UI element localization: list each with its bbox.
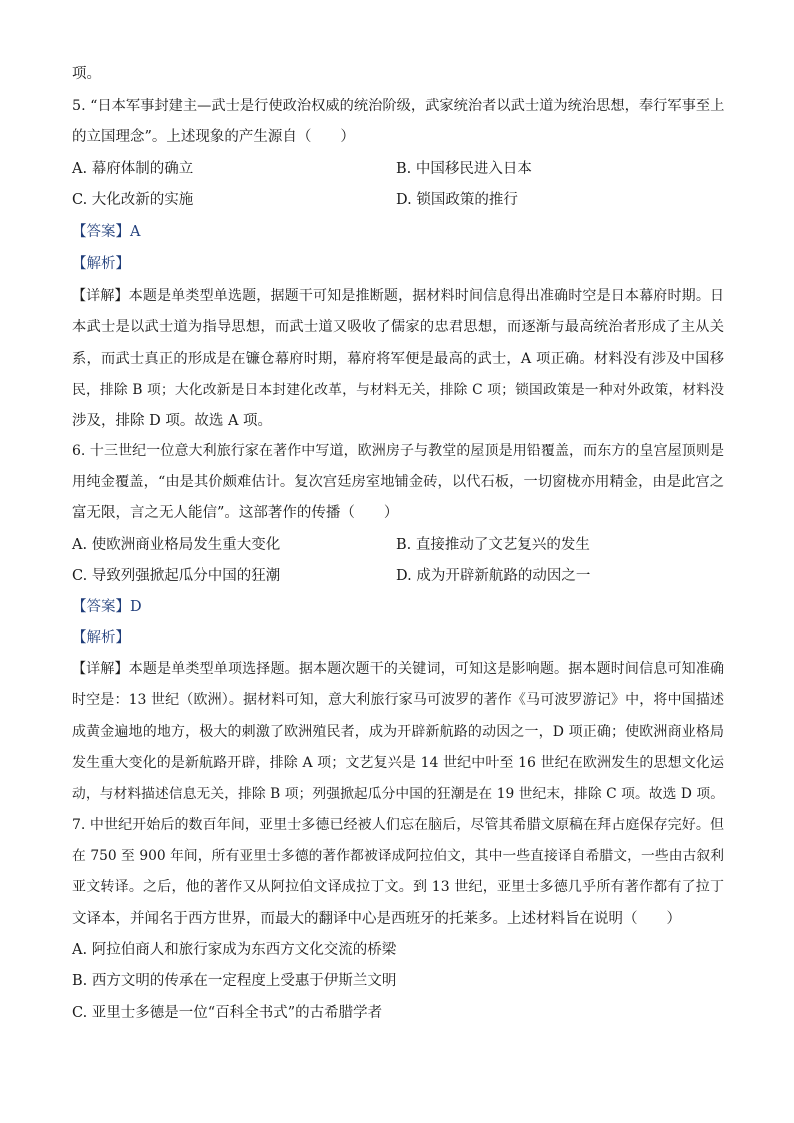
q6-stem-line-2: 用纯金覆盖，“由是其价颇难估计。复次宫廷房室地铺金砖，以代石板，一切窗栊亦用精金，由是此宫之 [72,474,724,490]
q7-stem-line-2: 在 750 至 900 年间，所有亚里士多德的著作都被译成阿拉伯文，其中一些直接译自希腊文，一些由古叙利 [72,848,724,864]
q5-detail-line-2: 本武士是以武士道为指导思想，而武士道又吸收了儒家的忠君思想，而逐渐与最高统治者形成了主从关 [72,319,724,335]
q7-option-a: A. 阿拉伯商人和旅行家成为东西方文化交流的桥梁 [72,942,397,958]
q5-detail-line-1: 【详解】本题是单类型单选题，据题干可知是推断题，据材料时间信息得出准确时空是日本幕府时期。日 [72,288,724,304]
q6-option-d: D. 成为开辟新航路的动因之一 [396,568,591,584]
q7-stem-line-1: 7. 中世纪开始后的数百年间，亚里士多德已经被人们忘在脑后，尽管其希腊文原稿在拜占庭保存完好。但 [72,817,724,833]
q7-stem-line-4: 文译本，并闻名于西方世界，而最大的翻译中心是西班牙的托莱多。上述材料旨在说明（ ） [72,911,681,927]
q5-option-d: D. 锁国政策的推行 [396,192,518,208]
q6-option-c: C. 导致列强掀起瓜分中国的狂潮 [72,568,281,584]
q6-stem-line-1: 6. 十三世纪一位意大利旅行家在著作中写道，欧洲房子与教堂的屋顶是用铅覆盖，而东方的皇宫屋顶则是 [72,443,724,459]
q6-stem-line-3: 富无限，言之无人能信”。这部著作的传播（ ） [72,505,399,521]
q5-option-c: C. 大化改新的实施 [72,192,194,208]
q6-detail-line-2: 时空是：13 世纪（欧洲）。据材料可知，意大利旅行家马可波罗的著作《马可波罗游记》中，将中国描述 [72,692,724,708]
q6-option-b: B. 直接推动了文艺复兴的发生 [396,537,590,553]
q6-answer: 【答案】D [72,599,142,615]
continued-text: 项。 [72,66,101,82]
q7-option-c: C. 亚里士多德是一位“百科全书式”的古希腊学者 [72,1005,383,1021]
q5-detail-line-5: 涉及，排除 D 项。故选 A 项。 [72,413,273,429]
q5-analysis-label: 【解析】 [72,256,130,272]
q6-detail-line-3: 成黄金遍地的地方，极大的刺激了欧洲殖民者，成为开辟新航路的动因之一，D 项正确；使欧洲商业格局 [72,724,724,740]
q6-detail-line-1: 【详解】本题是单类型单项选择题。据本题次题干的关键词，可知这是影响题。据本题时间信息可知准确 [72,661,724,677]
q5-option-a: A. 幕府体制的确立 [72,161,194,177]
q5-option-b: B. 中国移民进入日本 [396,161,532,177]
q5-stem-line-1: 5. “日本军事封建主—武士是行使政治权威的统治阶级，武家统治者以武士道为统治思想，奉行军事至上 [72,98,725,114]
q6-option-a: A. 使欧洲商业格局发生重大变化 [72,537,281,553]
q7-option-b: B. 西方文明的传承在一定程度上受惠于伊斯兰文明 [72,973,397,989]
q5-detail-line-3: 系，而武士真正的形成是在镰仓幕府时期，幕府将军便是最高的武士，A 项正确。材料没有涉及中国移 [72,351,724,367]
q5-stem-line-2: 的立国理念”。上述现象的产生源自（ ） [72,129,355,145]
q6-analysis-label: 【解析】 [72,630,130,646]
q6-detail-line-4: 发生重大变化的是新航路开辟，排除 A 项；文艺复兴是 14 世纪中叶至 16 世纪在欧洲发生的思想文化运 [72,755,724,771]
q5-answer: 【答案】A [72,224,141,240]
q7-stem-line-3: 亚文转译。之后，他的著作又从阿拉伯文译成拉丁文。到 13 世纪，亚里士多德几乎所有著作都有了拉丁 [72,879,724,895]
q5-detail-line-4: 民，排除 B 项；大化改新是日本封建化改革，与材料无关，排除 C 项；锁国政策是一种对外政策，材料没 [72,382,724,398]
q6-detail-line-5: 动，与材料描述信息无关，排除 B 项；列强掀起瓜分中国的狂潮是在 19 世纪末，排除 C 项。故选 D 项。 [72,786,724,802]
